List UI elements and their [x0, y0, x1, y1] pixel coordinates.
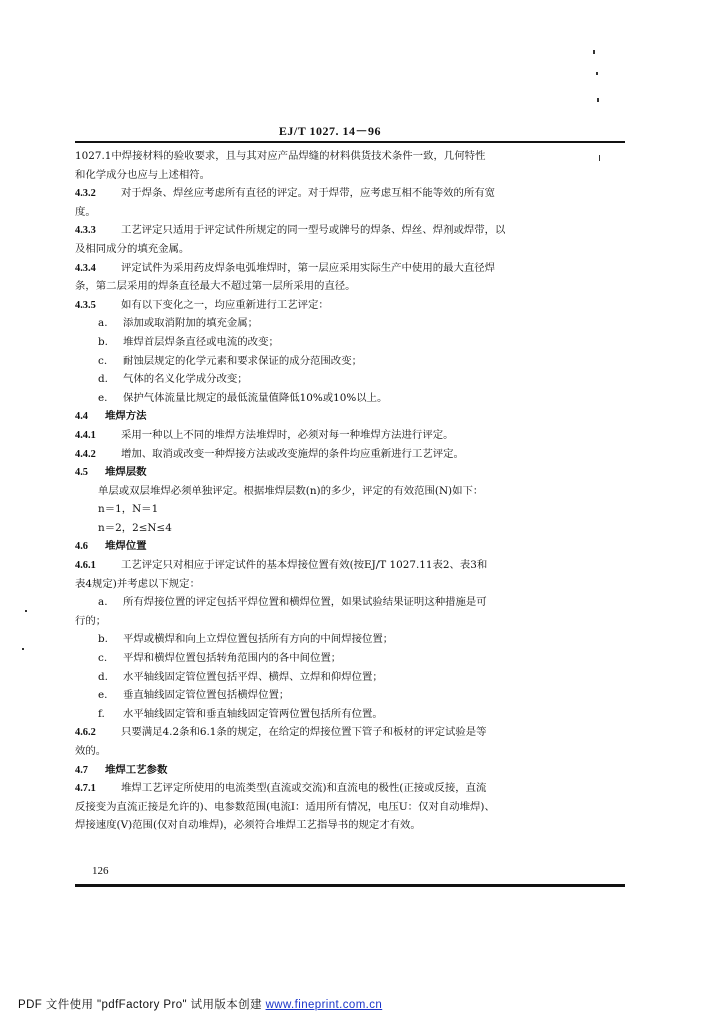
text-line: [75, 296, 571, 315]
clause-number: 4.6: [75, 541, 88, 553]
text-line: [75, 742, 571, 761]
footer-rule: [75, 884, 625, 887]
text-line: [75, 556, 571, 575]
text-line: [75, 184, 571, 203]
line-text: n＝2，2≤N≤4: [98, 521, 172, 534]
line-text: 堆焊首层焊条直径或电流的改变；: [123, 335, 279, 348]
text-line: [75, 649, 571, 668]
scan-speck: [599, 155, 600, 161]
item-label: a.: [98, 317, 108, 330]
clause-number: 4.4.1: [75, 429, 96, 441]
line-text: n＝1，N＝1: [98, 503, 159, 516]
running-header: EJ/T 1027. 14－96: [278, 124, 382, 138]
text-line: [75, 407, 571, 426]
item-label: b.: [98, 335, 108, 348]
line-text: 堆焊工艺评定所使用的电流类型(直流或交流)和直流电的极性(正接或反接，直流: [121, 782, 487, 795]
text-line: [75, 147, 571, 166]
scan-speck: [597, 98, 599, 102]
clause-number: 4.3.5: [75, 299, 96, 311]
line-text: 度。: [75, 205, 96, 218]
item-label: c.: [98, 354, 108, 367]
line-text: 对于焊条、焊丝应考虑所有直径的评定。对于焊带，应考虑互相不能等效的所有宽: [121, 187, 496, 200]
line-text: 所有焊接位置的评定包括平焊位置和横焊位置，如果试验结果证明这种措施是可: [123, 596, 487, 609]
clause-number: 4.7: [75, 764, 88, 776]
line-text: 堆焊位置: [105, 540, 147, 553]
scan-speck: [596, 72, 598, 75]
pdf-footer: [18, 996, 382, 1012]
item-label: e.: [98, 689, 108, 702]
header-rule: [75, 141, 625, 143]
clause-number: 4.3.4: [75, 262, 96, 274]
item-label: d.: [98, 373, 108, 386]
line-text: 焊接速度(V)范围(仅对自动堆焊)，必须符合堆焊工艺指导书的规定才有效。: [75, 819, 421, 832]
text-line: [75, 686, 571, 705]
clause-number: 4.4.2: [75, 448, 96, 460]
line-text: 只要满足4.2条和6.1条的规定，在给定的焊接位置下管子和板材的评定试验是等: [121, 726, 487, 739]
line-text: 单层或双层堆焊必须单独评定。根据堆焊层数(n)的多少，评定的有效范围(N)如下：: [98, 484, 484, 497]
clause-number: 4.5: [75, 467, 88, 479]
text-line: [75, 203, 571, 222]
line-text: 气体的名义化学成分改变；: [123, 373, 248, 386]
line-text: 条，第二层采用的焊条直径最大不超过第一层所采用的直径。: [75, 280, 356, 293]
body-text: [75, 147, 571, 835]
clause-number: 4.3.3: [75, 225, 96, 237]
text-line: [75, 277, 571, 296]
line-text: 工艺评定只对相应于评定试件的基本焊接位置有效(按EJ/T 1027.11表2、表3和: [121, 559, 488, 572]
text-line: [75, 575, 571, 594]
text-line: [75, 463, 571, 482]
line-text: 表4规定)并考虑以下规定：: [75, 577, 200, 590]
page-number: 126: [92, 865, 109, 877]
clause-number: 4.4: [75, 411, 88, 423]
text-line: [75, 593, 571, 612]
item-label: f.: [98, 707, 105, 720]
text-line: [75, 537, 571, 556]
clause-number: 4.7.1: [75, 783, 96, 795]
line-text: 堆焊工艺参数: [105, 763, 168, 776]
scan-speck: [25, 610, 27, 612]
line-text: 工艺评定只适用于评定试件所规定的同一型号或牌号的焊条、焊丝、焊剂或焊带，以: [121, 224, 506, 237]
text-line: [75, 240, 571, 259]
text-line: [75, 333, 571, 352]
line-text: 堆焊方法: [105, 410, 147, 423]
line-text: 和化学成分也应与上述相符。: [75, 168, 211, 181]
line-text: 及相同成分的填充金属。: [75, 242, 190, 255]
text-line: [75, 779, 571, 798]
text-line: [75, 389, 571, 408]
line-text: 添加或取消附加的填充金属；: [123, 317, 259, 330]
text-line: [75, 705, 571, 724]
text-line: [75, 352, 571, 371]
line-text: 评定试件为采用药皮焊条电弧堆焊时，第一层应采用实际生产中使用的最大直径焊: [121, 261, 496, 274]
text-line: [75, 723, 571, 742]
line-text: 如有以下变化之一，均应重新进行工艺评定：: [121, 298, 329, 311]
line-text: 垂直轴线固定管位置包括横焊位置；: [123, 689, 290, 702]
line-text: 水平轴线固定管和垂直轴线固定管两位置包括所有位置。: [123, 707, 383, 720]
clause-number: 4.3.2: [75, 188, 96, 200]
line-text: 平焊或横焊和向上立焊位置包括所有方向的中间焊接位置；: [123, 633, 394, 646]
scan-speck: [22, 648, 24, 650]
line-text: 平焊和横焊位置包括转角范围内的各中间位置；: [123, 652, 342, 665]
line-text: 1027.1中焊接材料的验收要求，且与其对应产品焊缝的材料供货技术条件一致，几何特性: [75, 150, 486, 162]
fineprint-link[interactable]: www.fineprint.com.cn: [265, 999, 383, 1011]
line-text: 效的。: [75, 745, 107, 757]
text-line: [75, 426, 571, 445]
text-line: [75, 445, 571, 464]
line-text: 行的；: [75, 614, 107, 627]
item-label: b.: [98, 633, 108, 646]
text-line: [75, 519, 571, 538]
item-label: a.: [98, 596, 108, 609]
text-line: [75, 221, 571, 240]
text-line: [75, 668, 571, 687]
text-line: [75, 482, 571, 501]
item-label: c.: [98, 652, 108, 665]
text-line: [75, 166, 571, 185]
text-line: [75, 612, 571, 631]
text-line: [75, 259, 571, 278]
text-line: [75, 370, 571, 389]
text-line: [75, 816, 571, 835]
text-line: [75, 798, 571, 817]
clause-number: 4.6.2: [75, 727, 96, 739]
line-text: 采用一种以上不同的堆焊方法堆焊时，必须对每一种堆焊方法进行评定。: [121, 428, 454, 441]
line-text: 耐蚀层规定的化学元素和要求保证的成分范围改变；: [123, 354, 362, 367]
item-label: e.: [98, 391, 108, 404]
clause-number: 4.6.1: [75, 560, 96, 572]
line-text: 增加、取消或改变一种焊接方法或改变施焊的条件均应重新进行工艺评定。: [121, 447, 464, 460]
text-line: [75, 500, 571, 519]
item-label: d.: [98, 670, 108, 683]
text-line: [75, 630, 571, 649]
text-line: [75, 761, 571, 780]
line-text: 堆焊层数: [105, 466, 147, 479]
line-text: 反接变为直流正接是允许的)、电参数范围(电流I：适用所有情况，电压U：仅对自动堆焊)、: [75, 800, 495, 813]
footer-prefix: PDF 文件使用 "pdfFactory Pro" 试用版本创建: [18, 999, 266, 1011]
scan-speck: [593, 50, 595, 54]
line-text: 水平轴线固定管位置包括平焊、横焊、立焊和仰焊位置；: [123, 670, 383, 683]
line-text: 保护气体流量比规定的最低流量值降低10%或10%以上。: [123, 391, 388, 404]
text-line: [75, 314, 571, 333]
